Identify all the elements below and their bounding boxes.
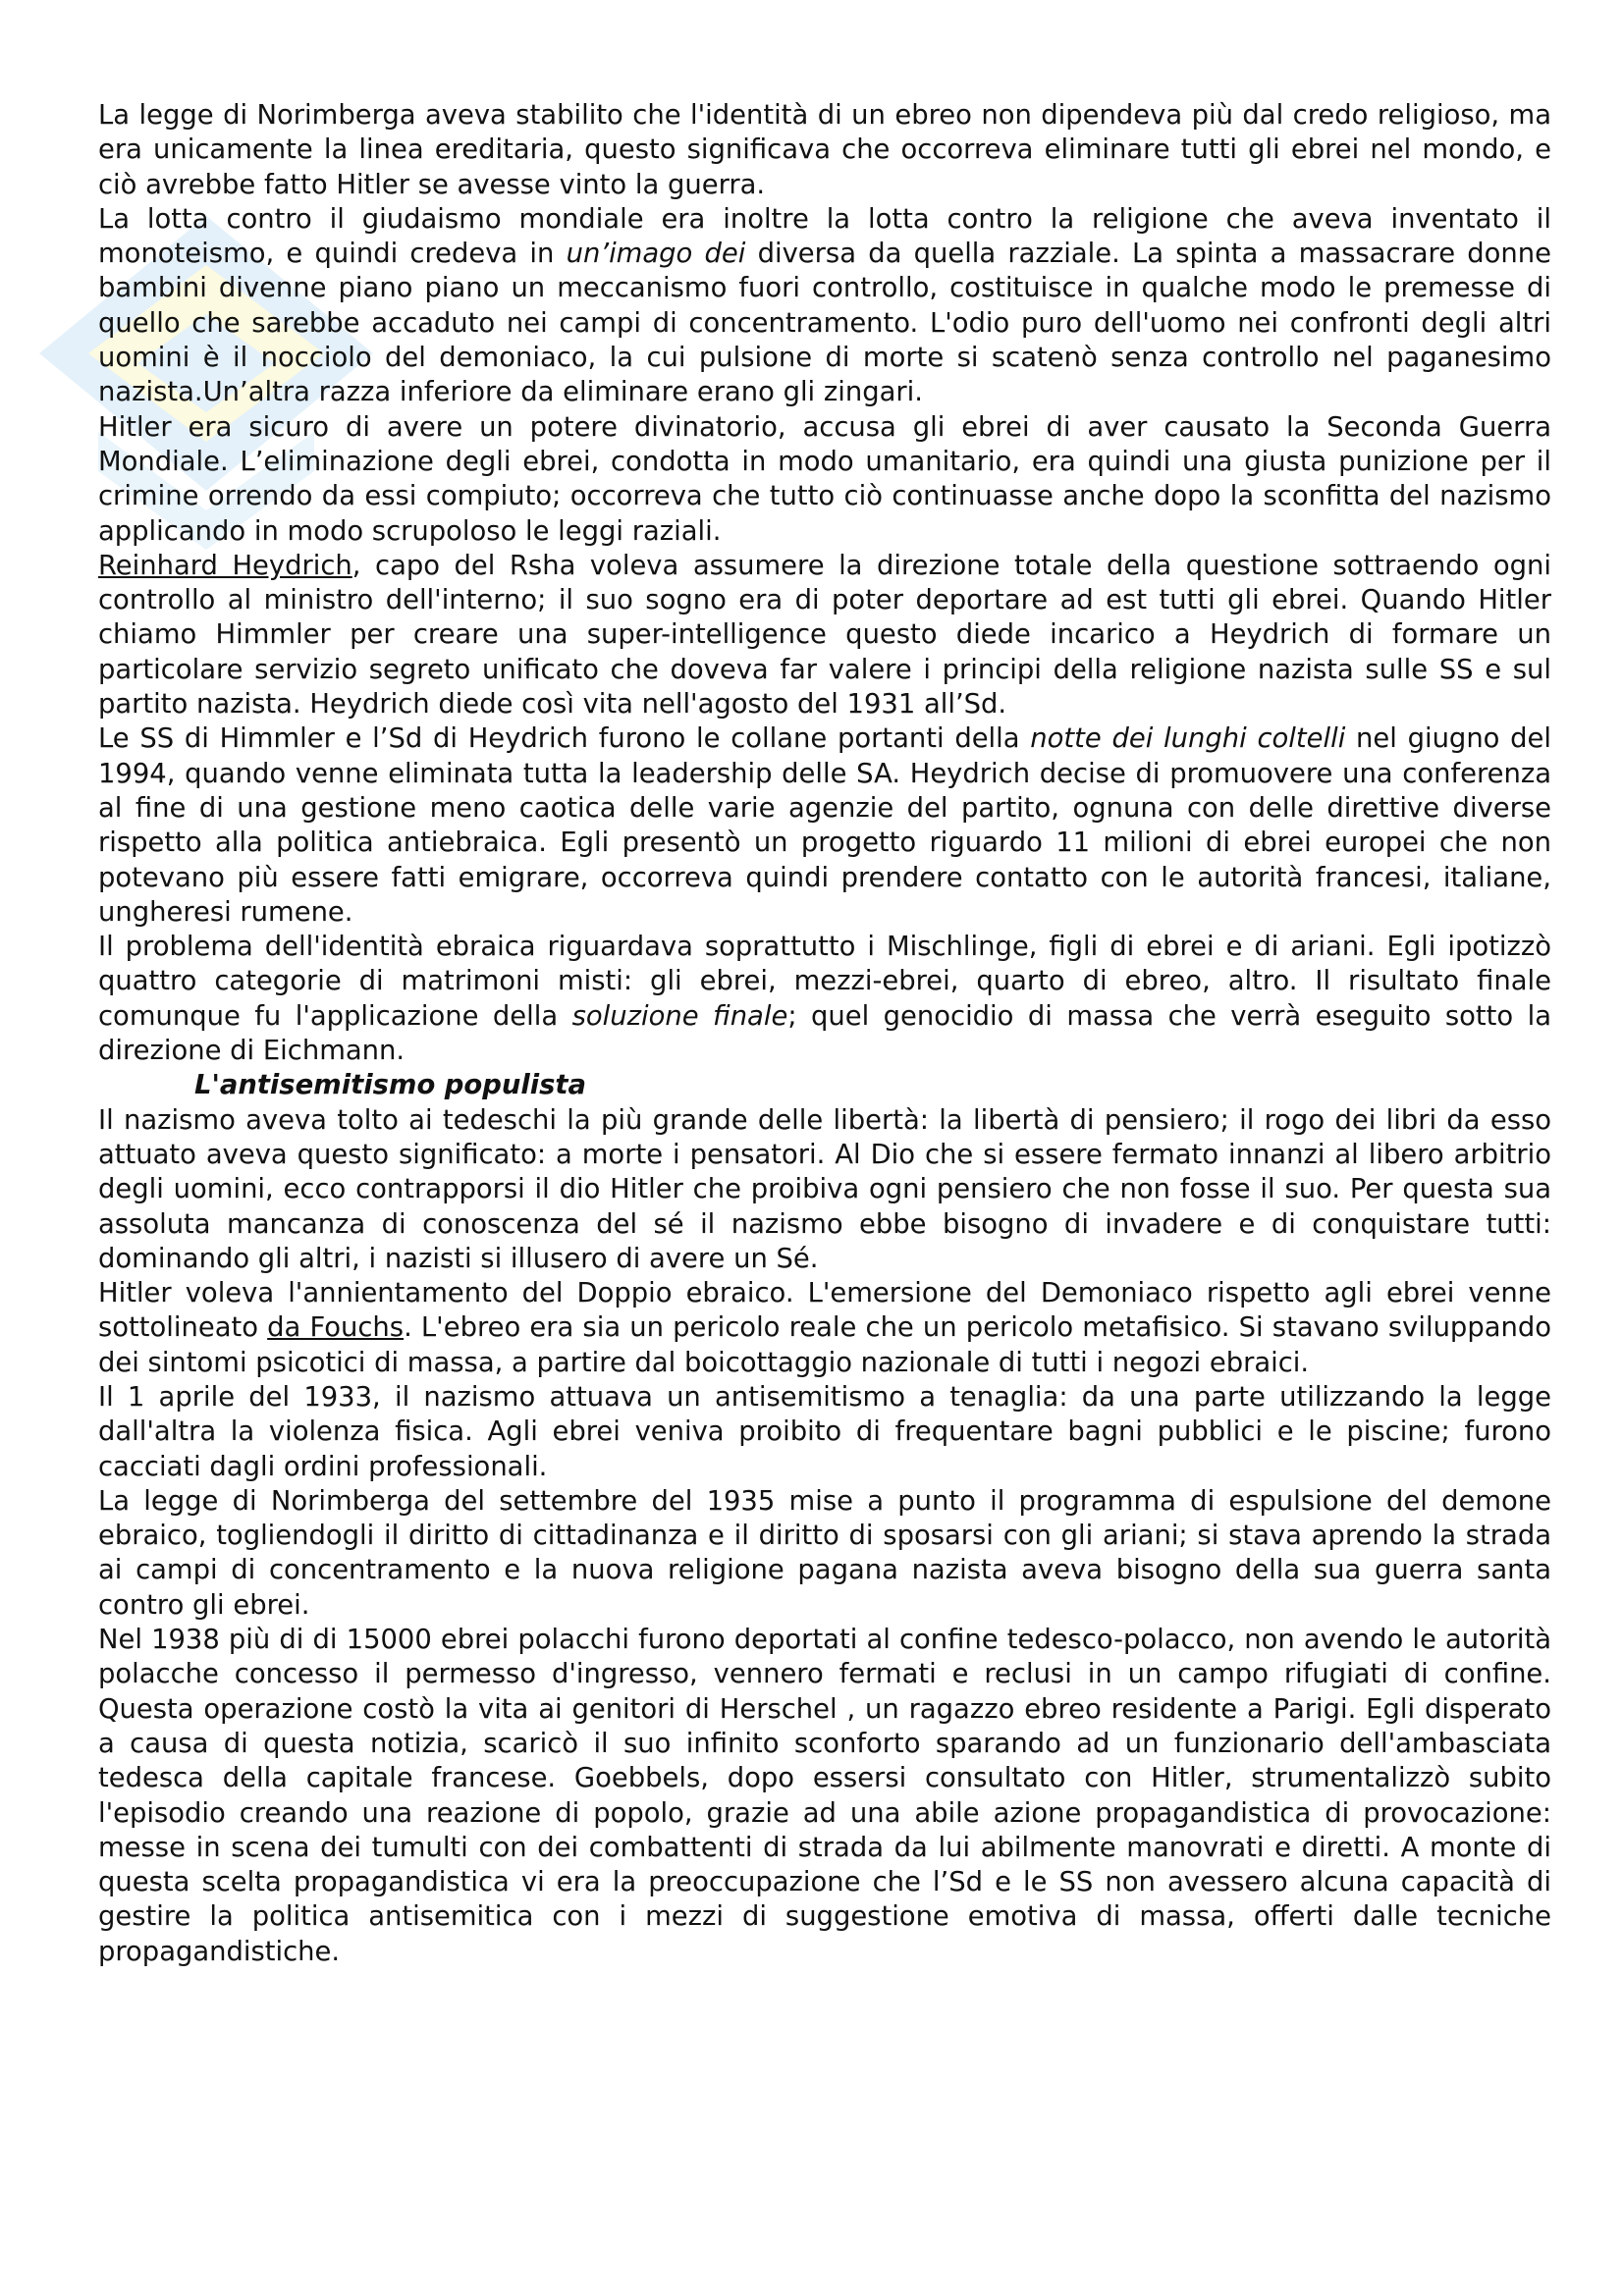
paragraph-6-text-a: Il problema dell'identità ebraica riguardava soprattutto i Mischlinge, figli di ebrei e di ariani. Egli ipotizzò quattro categorie di matrimoni misti: gli ebrei, mezzi-ebrei, quarto di ebreo, altro. Il risultato finale comunque fu l'applicazione della bbox=[98, 932, 1551, 1032]
paragraph-4-text: , capo del Rsha voleva assumere la direzione totale della questione sottraendo ogni controllo al ministro dell'interno; il suo sogno era di poter deportare ad est tutti gli ebrei. Quando Hitler chiamo Himmler per creare una super-intelligence questo diede incarico a Heydrich di formare un particolare servizio segreto unificato che doveva far valere i principi della religione nazista sulle SS e sul partito nazista. Heydrich diede così vita nell'agosto del 1931 all’Sd. bbox=[98, 550, 1551, 721]
paragraph-5 bbox=[98, 721, 1551, 930]
paragraph-7: Il nazismo aveva tolto ai tedeschi la più grande delle libertà: la libertà di pensiero; il rogo dei libri da esso attuato aveva questo significato: a morte i pensatori. Al Dio che si essere fermato innanzi al libero arbitrio degli uomini, ecco contrapporsi il dio Hitler che proibiva ogni pensiero che non fosse il suo. Per questa sua assoluta mancanza di conoscenza del sé il nazismo ebbe bisogno di invadere e di conquistare tutti: dominando gli altri, i nazisti si illusero di avere un Sé. bbox=[98, 1104, 1551, 1274]
paragraph-1: La legge di Norimberga aveva stabilito che l'identità di un ebreo non dipendeva più dal credo religioso, ma era unicamente la linea ereditaria, questo significava che occorreva eliminare tutti gli ebrei nel mondo, e ciò avrebbe fatto Hitler se avesse vinto la guerra. bbox=[98, 100, 1551, 200]
paragraph-6-text-b: ; quel genocidio di massa che verrà eseguito sotto la direzione di Eichmann. bbox=[98, 1000, 1552, 1067]
paragraph-11: Nel 1938 più di di 15000 ebrei polacchi furono deportati al confine tedesco-polacco, non avendo le autorità polacche concesso il permesso d'ingresso, vennero fermati e reclusi in un campo rifugiati di confine. Questa operazione costò la vita ai genitori di Herschel , un ragazzo ebreo residente a Parigi. Egli disperato a causa di questa notizia, scaricò il suo infinito sconforto sparando ad un funzionario dell'ambasciata tedesca della capitale francese. Goebbels, dopo essersi consultato con Hitler, strumentalizzò subito l'episodio creando una reazione di popolo, grazie ad una abile azione propagandistica di provocazione: messe in scena dei tumulti con dei combattenti di strada da lui abilmente manovrati e diretti. A monte di questa scelta propagandistica vi era la preoccupazione che l’Sd e le SS non avessero alcuna capacità di gestire la politica antisemitica con i mezzi di suggestione emotiva di massa, offerti dalle tecniche propagandistiche. bbox=[98, 1625, 1551, 1967]
paragraph-10: La legge di Norimberga del settembre del 1935 mise a punto il programma di espulsione del demone ebraico, togliendogli il diritto di cittadinanza e il diritto di sposarsi con gli ariani; si stava aprendo la strada ai campi di concentramento e la nuova religione pagana nazista aveva bisogno della sua guerra santa contro gli ebrei. bbox=[98, 1485, 1551, 1621]
paragraph-5-text-a: Le SS di Himmler e l’Sd di Heydrich furono le collane portanti della bbox=[98, 723, 1031, 755]
link-reinhard-heydrich[interactable]: Reinhard Heydrich bbox=[98, 550, 352, 581]
document-page bbox=[98, 98, 1551, 1969]
paragraph-5-text-b: nel giugno del 1994, quando venne eliminata tutta la leadership delle SA. Heydrich decise di promuovere una conferenza al fine di una gestione meno caotica delle varie agenzie del partito, ognuna con delle direttive diverse rispetto alla politica antiebraica. Egli presentò un progetto riguardo 11 milioni di ebrei europei che non potevano più essere fatti emigrare, occorreva quindi prendere contatto con le autorità francesi, italiane, ungheresi rumene. bbox=[98, 723, 1552, 928]
paragraph-2 bbox=[98, 202, 1551, 410]
emphasis-imago-dei: un’imago dei bbox=[566, 239, 746, 270]
paragraph-2-text-b: diversa da quella razziale. La spinta a massacrare donne bambini divenne piano piano un meccanismo fuori controllo, costituisce in qualche modo le premesse di quello che sarebbe accaduto nei campi di concentramento. L'odio puro dell'uomo nei confronti degli altri uomini è il nocciolo del demoniaco, la cui pulsione di morte si scatenò senza controllo nel paganesimo nazista.Un’altra razza inferiore da eliminare erano gli zingari. bbox=[98, 239, 1552, 408]
paragraph-8-text-a: Hitler voleva l'annientamento del Doppio ebraico. L'emersione del Demoniaco rispetto agli ebrei venne sottolineato bbox=[98, 1278, 1551, 1344]
paragraph-6 bbox=[98, 930, 1551, 1068]
paragraph-8-text-b: . L'ebreo era sia un pericolo reale che un pericolo metafisico. Si stavano sviluppando dei sintomi psicotici di massa, a partire dal boicottaggio nazionale di tutti i negozi ebraici. bbox=[98, 1312, 1551, 1378]
paragraph-3: Hitler era sicuro di avere un potere divinatorio, accusa gli ebrei di aver causato la Seconda Guerra Mondiale. L’eliminazione degli ebrei, condotta in modo umanitario, era quindi una giusta punizione per il crimine orrendo da essi compiuto; occorreva che tutto ciò continuasse anche dopo la sconfitta del nazismo applicando in modo scrupoloso le leggi raziali. bbox=[98, 411, 1551, 547]
section-heading: L'antisemitismo populista bbox=[194, 1070, 586, 1101]
emphasis-soluzione-finale: soluzione finale bbox=[571, 1000, 788, 1032]
paragraph-8 bbox=[98, 1276, 1551, 1380]
link-da-fouchs[interactable]: da Fouchs bbox=[267, 1312, 405, 1344]
paragraph-4 bbox=[98, 549, 1551, 721]
emphasis-notte-dei-lunghi-coltelli: notte dei lunghi coltelli bbox=[1030, 723, 1346, 755]
paragraph-9: Il 1 aprile del 1933, il nazismo attuava un antisemitismo a tenaglia: da una parte utilizzando la legge dall'altra la violenza fisica. Agli ebrei veniva proibito di frequentare bagni pubblici e le piscine; furono cacciati dagli ordini professionali. bbox=[98, 1381, 1551, 1482]
paragraph-2-text-a: La lotta contro il giudaismo mondiale era inoltre la lotta contro la religione che aveva inventato il monoteismo, e quindi credeva in bbox=[98, 203, 1551, 270]
